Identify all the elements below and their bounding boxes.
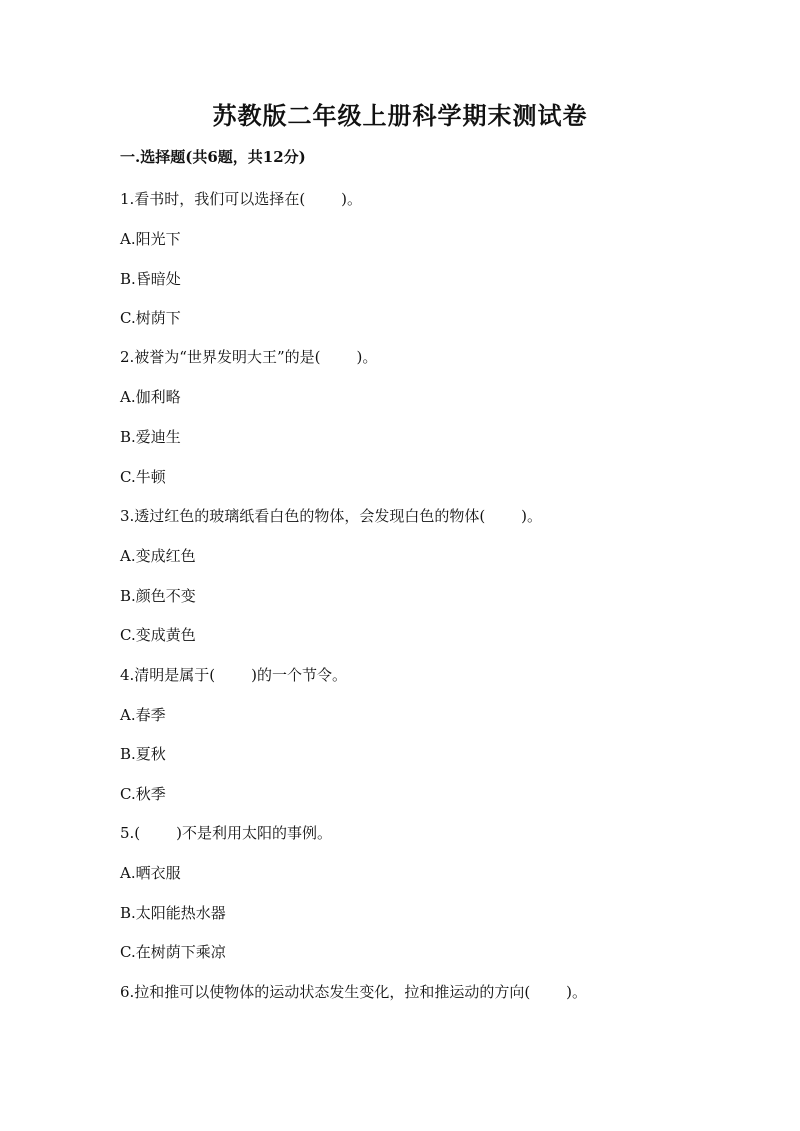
page-title: 苏教版二年级上册科学期末测试卷 [212,101,588,130]
question-4-option-c: C.秋季 [120,785,166,803]
question-5-option-a: A.晒衣服 [120,864,181,882]
question-4 [120,664,347,685]
question-5-stem-end: )不是利用太阳的事例。 [176,824,333,842]
question-5-option-b: B.太阳能热水器 [120,904,226,922]
section-heading: 一.选择题(共6题，共12分) [120,148,306,166]
question-4-stem-start: 4.清明是属于( [120,666,216,684]
question-5 [120,822,332,843]
question-4-stem-end: )的一个节令。 [251,666,348,684]
question-5-stem-start: 5.( [120,824,141,842]
question-2 [120,346,377,367]
question-1-stem-end: )。 [341,190,363,208]
question-2-option-c: C.牛顿 [120,468,166,486]
question-6-stem-start: 6.拉和推可以使物体的运动状态发生变化，拉和推运动的方向( [120,983,531,1001]
question-4-option-b: B.夏秋 [120,745,166,763]
question-1 [120,188,362,209]
question-2-stem-start: 2.被誉为“世界发明大王”的是( [120,348,321,366]
question-5-option-c: C.在树荫下乘凉 [120,943,226,961]
question-3 [120,505,542,526]
question-3-option-c: C.变成黄色 [120,626,196,644]
question-2-stem-end: )。 [356,348,378,366]
question-1-option-c: C.树荫下 [120,309,181,327]
question-2-option-a: A.伽利略 [120,388,181,406]
question-3-stem-start: 3.透过红色的玻璃纸看白色的物体，会发现白色的物体( [120,507,486,525]
question-3-option-a: A.变成红色 [120,547,196,565]
question-3-option-b: B.颜色不变 [120,587,196,605]
question-4-option-a: A.春季 [120,706,166,724]
question-3-stem-end: )。 [521,507,543,525]
question-2-option-b: B.爱迪生 [120,428,181,446]
question-6-stem-end: )。 [566,983,588,1001]
question-1-option-b: B.昏暗处 [120,270,181,288]
question-1-stem-start: 1.看书时，我们可以选择在( [120,190,306,208]
question-6 [120,981,587,1002]
question-1-option-a: A.阳光下 [120,230,181,248]
